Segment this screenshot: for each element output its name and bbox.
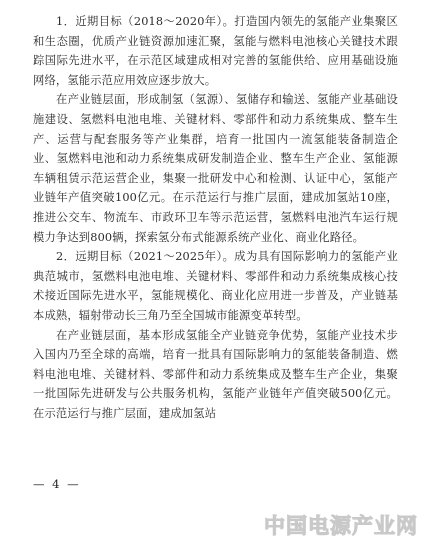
paragraph-long-term-goal: 2．远期目标（2021～2025年）。成为具有国际影响力的氢能产业典范城市，氢燃料电池电堆、关键材料、零部件和动力系统集成核心技术接近国际先进水平，氢能规模化、商业化应用进一步普及，产业链基本成熟，辐射带动长三角乃至全国城市能源变革转型。 bbox=[33, 250, 398, 322]
watermark: 中国电源产业网 bbox=[264, 514, 418, 538]
paragraph-near-term-goal: 1．近期目标（2018～2020年）。打造国内领先的氢能产业集聚区和生态圈，优质产业链资源加速汇聚，氢能与燃料电池核心关键技术跟踪国际先进水平，在示范区域建成相对完善的氢能供给、应用基础设施网络，氢能示范应用效应逐步放大。 bbox=[33, 15, 398, 87]
paragraph-long-term-industry-chain: 在产业链层面，基本形成氢能全产业链竞争优势，氢能产业技术步入国内乃至全球的高端，培育一批具有国际影响力的氢能装备制造、燃料电池电堆、关键材料、零部件和动力系统集成及整车生产企业，集聚一批国际先进研发与公共服务机构，氢能产业链年产值突破500亿元。在示范运行与推广层面，建成加氢站 bbox=[33, 328, 398, 420]
document-body bbox=[33, 12, 398, 423]
page-number: — 4 — bbox=[33, 477, 81, 491]
paragraph-near-term-industry-chain: 在产业链层面，形成制氢（氢源）、氢储存和输送、氢能产业基础设施建设、氢燃料电池电堆、关键材料、零部件和动力系统集成、整车生产、运营与配套服务等产业集群，培育一批国内一流氢能装备制造企业、氢燃料电池和动力系统集成研发制造企业、整车生产企业、氢能源车辆租赁示范运营企业，集聚一批研发中心和检测、认证中心，氢能产业链年产值突破100亿元。在示范运行与推广层面，建成加氢站10座，推进公交车、物流车、市政环卫车等示范运营，氢燃料电池汽车运行规模力争达到800辆，探索氢分布式能源系统产业化、商业化路径。 bbox=[33, 93, 398, 244]
